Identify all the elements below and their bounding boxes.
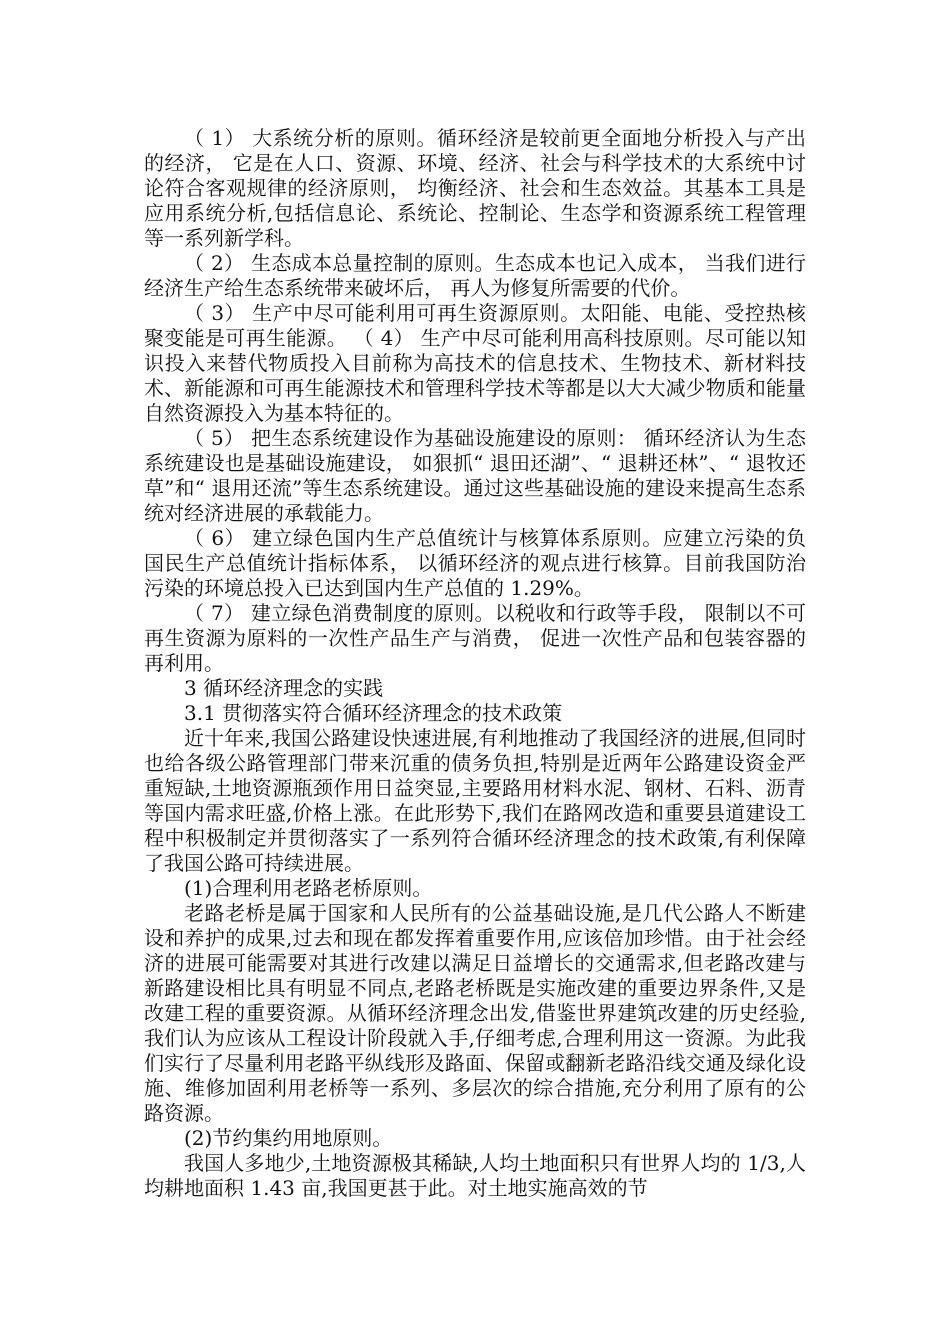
- principle-7-paragraph: （ 7） 建立绿色消费制度的原则。以税收和行政等手段， 限制以不可再生资源为原料的一次性产品生产与消费， 促进一次性产品和包装容器的再利用。: [144, 601, 806, 675]
- document-page: [144, 126, 806, 1201]
- section-3-1-heading: 3.1 贯彻落实符合循环经济理念的技术政策: [184, 701, 563, 725]
- subsection-1-body: 老路老桥是属于国家和人民所有的公益基础设施,是几代公路人不断建设和养护的成果,过去和现在都发挥着重要作用,应该倍加珍惜。由于社会经济的进展可能需要对其进行改建以满足日益增长的交通需求,但老路改建与新路建设相比具有明显不同点,老路老桥既是实施改建的重要边界条件,又是改建工程的重要资源。从循环经济理念出发,借鉴世界建筑改建的历史经验,我们认为应该从工程设计阶段就入手,仔细考虑,合理利用这一资源。为此我们实行了尽量利用老路平纵线形及路面、保留或翻新老路沿线交通及绿化设施、维修加固利用老桥等一系列、多层次的综合措施,充分利用了原有的公路资源。: [144, 901, 806, 1125]
- principle-1-paragraph: （ 1） 大系统分析的原则。循环经济是较前更全面地分析投入与产出的经济， 它是在人口、资源、环境、经济、社会与科学技术的大系统中讨论符合客观规律的经济原则， 均衡经济、社会和生态效益。其基本工具是应用系统分析,包括信息论、系统论、控制论、生态学和资源系统工程管理等一系列新学科。: [144, 126, 806, 250]
- principle-2-paragraph: （ 2） 生态成本总量控制的原则。生态成本也记入成本， 当我们进行经济生产给生态系统带来破坏后， 再人为修复所需要的代价。: [144, 251, 806, 300]
- section-3-heading: 3 循环经济理念的实践: [184, 676, 384, 700]
- subsection-2-body: 我国人多地少,土地资源极其稀缺,人均土地面积只有世界人均的 1/3,人均耕地面积 1.43 亩,我国更甚于此。对土地实施高效的节: [144, 1151, 806, 1200]
- section-3-1-body: 近十年来,我国公路建设快速进展,有利地推动了我国经济的进展,但同时也给各级公路管理部门带来沉重的债务负担,特别是近两年公路建设资金严重短缺,土地资源瓶颈作用日益突显,主要路用材料水泥、钢材、石料、沥青等国内需求旺盛,价格上涨。在此形势下,我们在路网改造和重要县道建设工程中积极制定并贯彻落实了一系列符合循环经济理念的技术政策,有利保障了我国公路可持续进展。: [144, 726, 806, 875]
- principle-6-paragraph: （ 6） 建立绿色国内生产总值统计与核算体系原则。应建立污染的负国民生产总值统计指标体系， 以循环经济的观点进行核算。目前我国防治污染的环境总投入已达到国内生产总值的 1.29%。: [144, 526, 806, 600]
- principle-5-paragraph: （ 5） 把生态系统建设作为基础设施建设的原则： 循环经济认为生态系统建设也是基础设施建设， 如狠抓“ 退田还湖”、“ 退耕还林”、“ 退牧还草”和“ 退用还流”等生态系统建设。通过这些基础设施的建设来提高生态系统对经济进展的承载能力。: [144, 426, 806, 525]
- subsection-1-heading: (1)合理利用老路老桥原则。: [184, 876, 433, 900]
- principle-3-4-paragraph: （ 3） 生产中尽可能利用可再生资源原则。太阳能、电能、受控热核聚变能是可再生能源。 （ 4） 生产中尽可能利用高科技原则。尽可能以知识投入来替代物质投入目前称为高技术的信息技术、生物技术、新材料技术、新能源和可再生能源技术和管理科学技术等都是以大大减少物质和能量自然资源投入为基本特征的。: [144, 301, 806, 425]
- subsection-2-heading: (2)节约集约用地原则。: [184, 1126, 393, 1150]
